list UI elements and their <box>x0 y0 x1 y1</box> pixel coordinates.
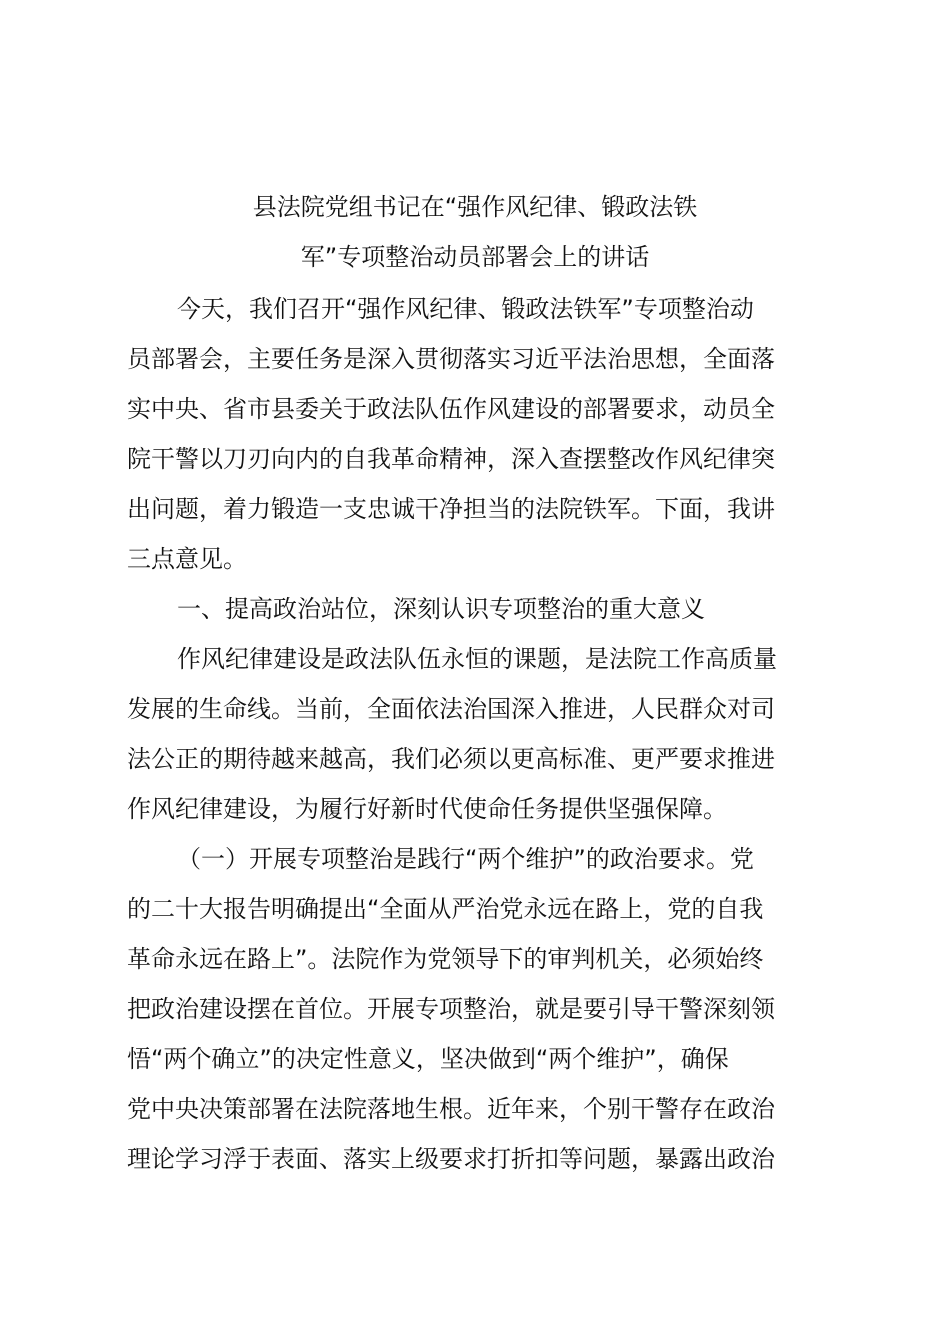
paragraph-line: 实中央、省市县委关于政法队伍作风建设的部署要求，动员全 <box>127 395 775 423</box>
paragraph-line: 把政治建设摆在首位。开展专项整治，就是要引导干警深刻领 <box>127 995 775 1023</box>
paragraph-line: 的二十大报告明确提出“全面从严治党永远在路上，党的自我 <box>127 895 764 923</box>
paragraph-line: 发展的生命线。当前，全面依法治国深入推进，人民群众对司 <box>127 695 775 723</box>
paragraph-line: 院干警以刀刃向内的自我革命精神，深入查摆整改作风纪律突 <box>127 445 775 473</box>
heading-line: 一、提高政治站位，深刻认识专项整治的重大意义 <box>177 595 705 623</box>
paragraph-line: 三点意见。 <box>127 545 247 573</box>
paragraph-line: 理论学习浮于表面、落实上级要求打折扣等问题，暴露出政治 <box>127 1145 775 1173</box>
paragraph-subsection-1 <box>127 834 837 1184</box>
paragraph-line: 出问题，着力锻造一支忠诚干净担当的法院铁军。下面，我讲 <box>127 495 775 523</box>
paragraph-line: 今天，我们召开“强作风纪律、锻政法铁军”专项整治动 <box>177 295 754 323</box>
section-heading <box>127 584 837 634</box>
paragraph-line: 党中央决策部署在法院落地生根。近年来，个别干警存在政治 <box>127 1095 775 1123</box>
paragraph-line: 员部署会，主要任务是深入贯彻落实习近平法治思想，全面落 <box>127 345 775 373</box>
paragraph-line: 法公正的期待越来越高，我们必须以更高标准、更严要求推进 <box>127 745 775 773</box>
document-title <box>120 182 830 282</box>
title-line: 军”专项整治动员部署会上的讲话 <box>300 243 650 271</box>
paragraph-line: 革命永远在路上”。法院作为党领导下的审判机关，必须始终 <box>127 945 764 973</box>
paragraph-line: 作风纪律建设是政法队伍永恒的课题，是法院工作高质量 <box>177 645 777 673</box>
paragraph-line: 作风纪律建设，为履行好新时代使命任务提供坚强保障。 <box>127 795 727 823</box>
document-body <box>127 284 837 1184</box>
paragraph-intro <box>127 284 837 584</box>
paragraph-line: （一）开展专项整治是践行“两个维护”的政治要求。党 <box>177 845 754 873</box>
paragraph-section-1 <box>127 634 837 834</box>
paragraph-line: 悟“两个确立”的决定性意义，坚决做到“两个维护”，确保 <box>127 1045 729 1073</box>
title-line: 县法院党组书记在“强作风纪律、锻政法铁 <box>252 193 698 221</box>
